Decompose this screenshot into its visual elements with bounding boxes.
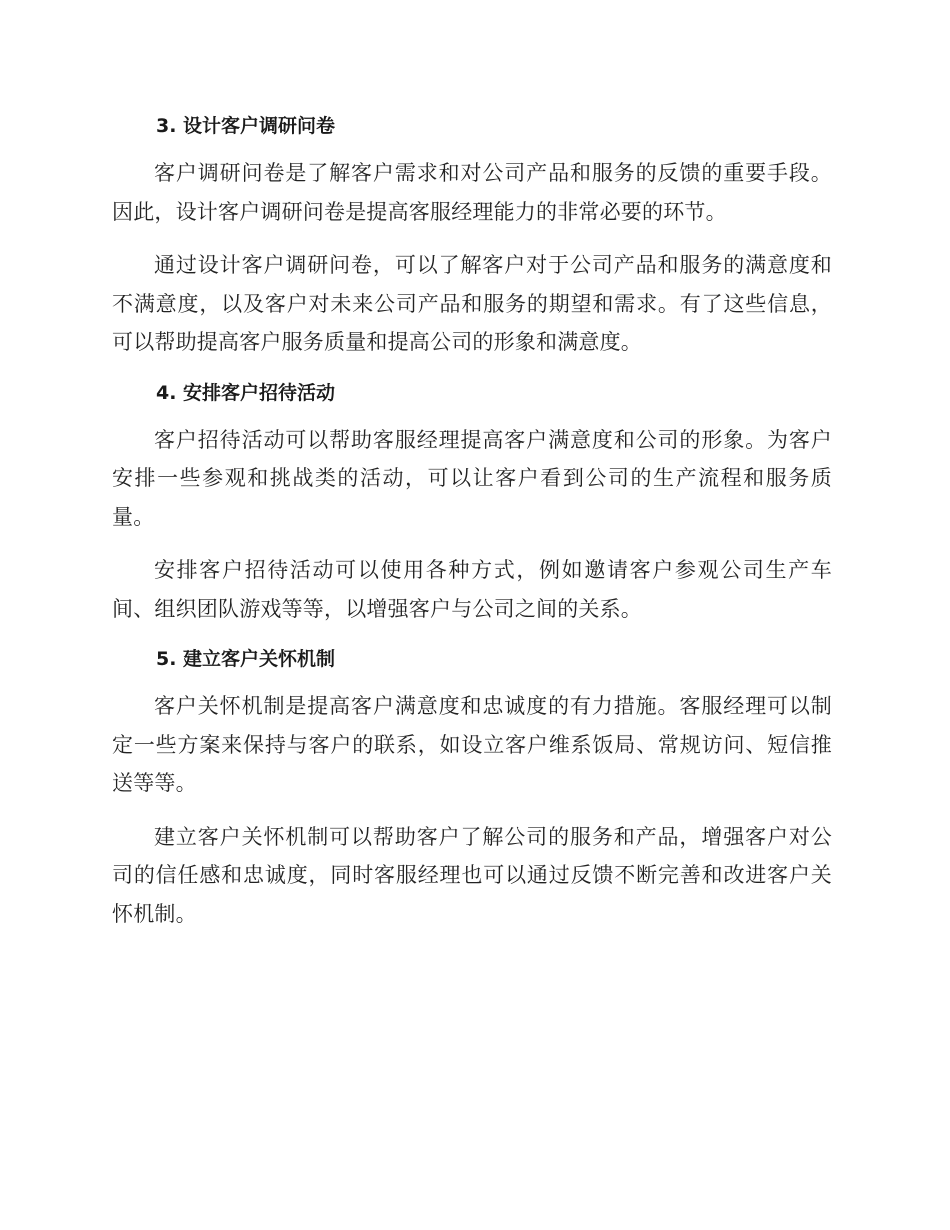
paragraph: 客户招待活动可以帮助客服经理提高客户满意度和公司的形象。为客户安排一些参观和挑战类的活动，可以让客户看到公司的生产流程和服务质量。: [112, 427, 832, 529]
paragraph: 客户关怀机制是提高客户满意度和忠诚度的有力措施。客服经理可以制定一些方案来保持与客户的联系，如设立客户维系饭局、常规访问、短信推送等等。: [112, 694, 832, 795]
paragraph: 客户调研问卷是了解客户需求和对公司产品和服务的反馈的重要手段。因此，设计客户调研问卷是提高客服经理能力的非常必要的环节。: [112, 161, 832, 224]
paragraph: 安排客户招待活动可以使用各种方式，例如邀请客户参观公司生产车间、组织团队游戏等等，以增强客户与公司之间的关系。: [112, 558, 832, 621]
document-page: [112, 110, 832, 948]
section-hospitality: [112, 377, 832, 629]
section-heading: 3. 设计客户调研问卷: [156, 115, 336, 137]
paragraph: 通过设计客户调研问卷，可以了解客户对于公司产品和服务的满意度和不满意度，以及客户对未来公司产品和服务的期望和需求。有了这些信息，可以帮助提高客户服务质量和提高公司的形象和满意度。: [112, 253, 832, 354]
section-heading: 4. 安排客户招待活动: [156, 381, 336, 404]
section-heading: 5. 建立客户关怀机制: [156, 648, 336, 670]
section-care-mechanism: [112, 643, 832, 933]
paragraph: 建立客户关怀机制可以帮助客户了解公司的服务和产品，增强客户对公司的信任感和忠诚度，同时客服经理也可以通过反馈不断完善和改进客户关怀机制。: [112, 824, 832, 926]
section-questionnaire: [112, 110, 832, 362]
